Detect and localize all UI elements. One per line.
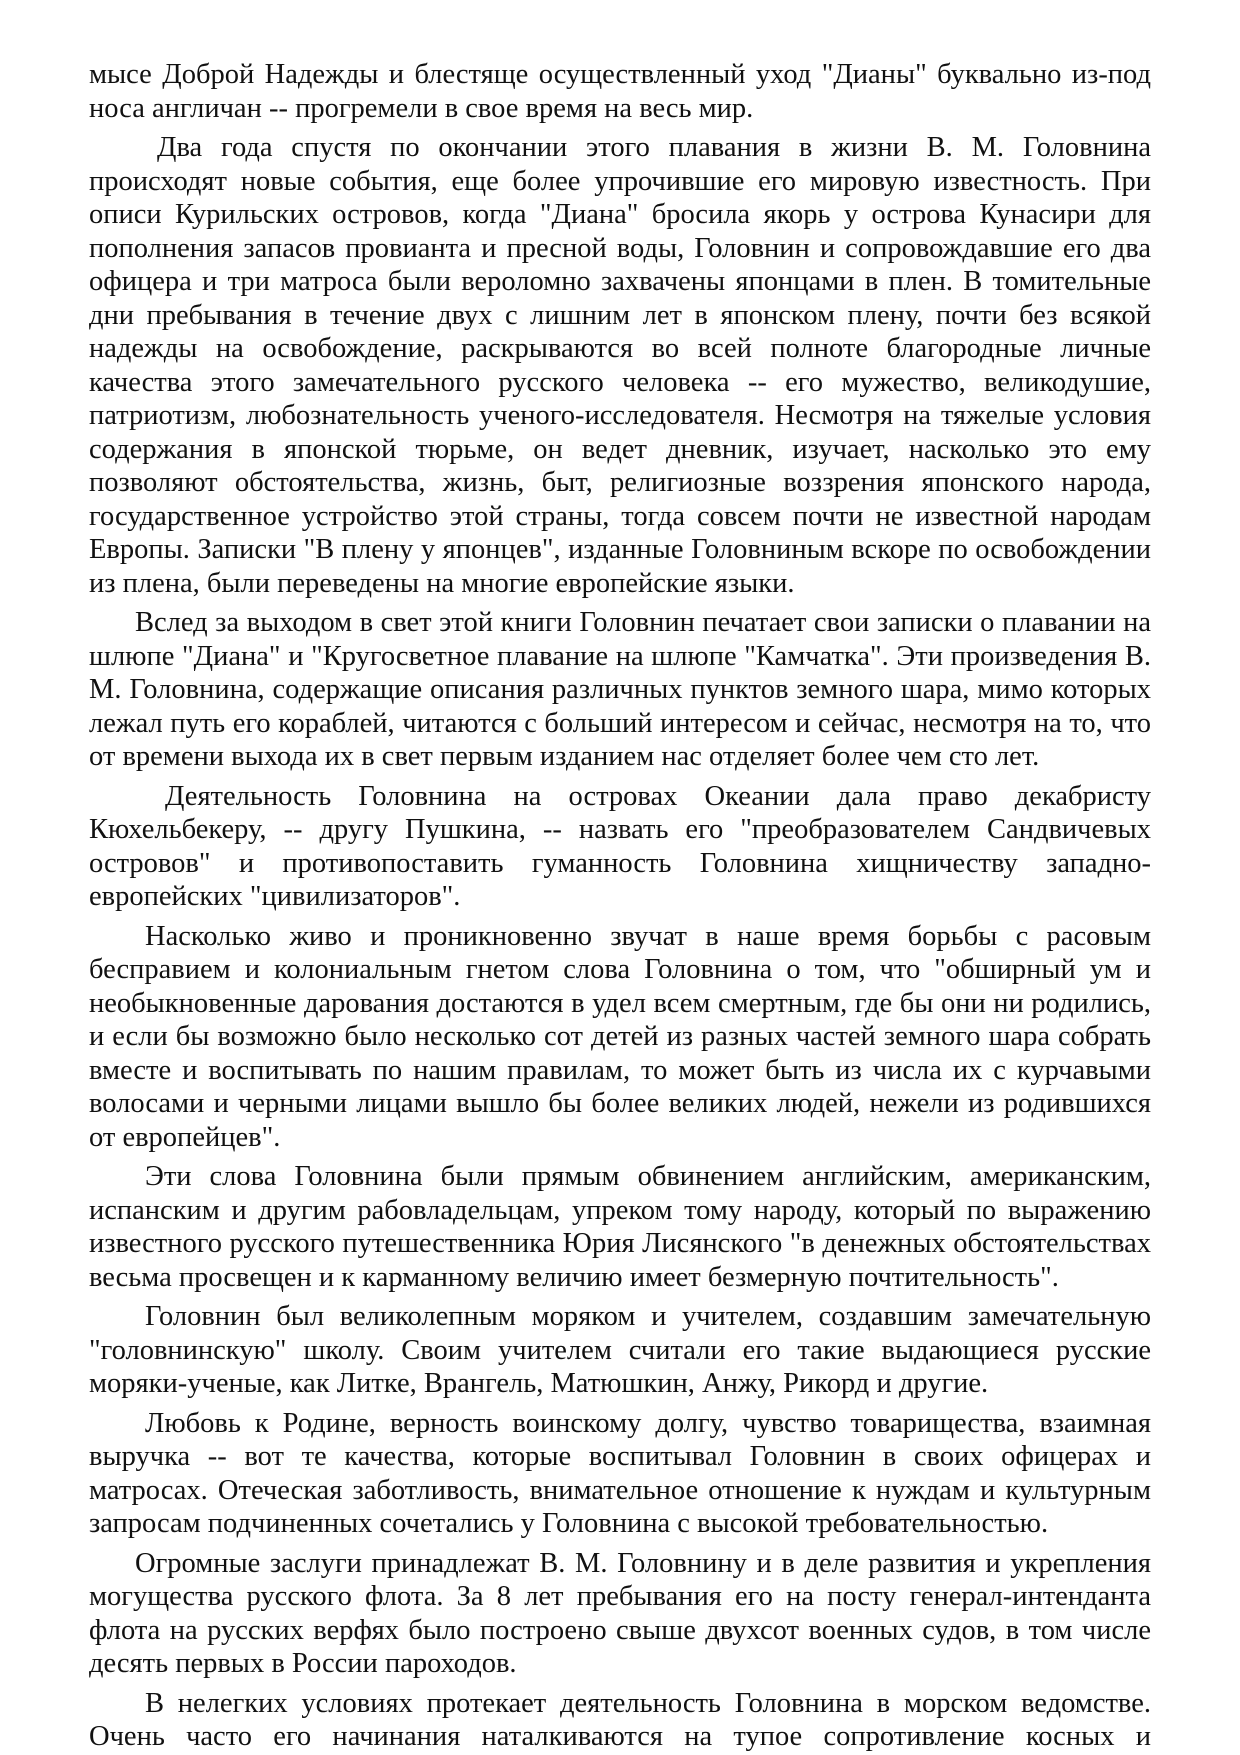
paragraph-oceania: Деятельность Головнина на островах Океании дала право декабристу Кюхельбекеру, -- другу Пушкина, -- назвать его "преобразователем Сандвичевых островов" и противопоставить гуманность Головнина хищничеству западно-европейских "цивилизаторов". bbox=[89, 780, 1151, 912]
paragraph-accusation: Эти слова Головнина были прямым обвинением английским, американским, испанским и другим рабовладельцам, упреком тому народу, который по выражению известного русского путешественника Юрия Лисянского "в денежных обстоятельствах весьма просвещен и к карманному величию имеет безмерную почтительность". bbox=[89, 1161, 1151, 1293]
paragraph-publications: Вслед за выходом в свет этой книги Головнин печатает свои записки о плавании на шлюпе "Диана" и "Кругосветное плавание на шлюпе "Камчатка". Эти произведения В. М. Головнина, содержащие описания различных пунктов земного шара, мимо которых лежал путь его кораблей, читаются с больший интересом и сейчас, несмотря на то, что от времени выхода их в свет первым изданием нас отделяет более чем сто лет. bbox=[89, 607, 1151, 772]
paragraph-fleet: Огромные заслуги принадлежат В. М. Головнину и в деле развития и укрепления могущества русского флота. За 8 лет пребывания его на посту генерал-интенданта флота на русских верфях было построено свыше двухсот военных судов, в том числе десять первых в России пароходов. bbox=[89, 1547, 1151, 1679]
paragraph-continuation: мысе Доброй Надежды и блестяще осуществленный уход "Дианы" буквально из-под носа англичан -- прогремели в свое время на весь мир. bbox=[89, 59, 1151, 124]
paragraph-captivity: Два года спустя по окончании этого плавания в жизни В. М. Головнина происходят новые события, еще более упрочившие его мировую известность. При описи Курильских островов, когда "Диана" бросила якорь у острова Кунасири для пополнения запасов провианта и пресной воды, Головнин и сопровождавшие его два офицера и три матроса были вероломно захвачены японцами в плен. В томительные дни пребывания в течение двух с лишним лет в японском плену, почти без всякой надежды на освобождение, раскрываются во всей полноте благородные личные качества этого замечательного русского человека -- его мужество, великодушие, патриотизм, любознательность ученого-исследователя. Несмотря на тяжелые условия содержания в японской тюрьме, он ведет дневник, изучает, насколько это ему позволяют обстоятельства, жизнь, быт, религиозные воззрения японского народа, государственное устройство этой страны, тогда совсем почти не известной народам Европы. Записки "В плену у японцев", изданные Головниным вскоре по освобождении из плена, были переведены на многие европейские языки. bbox=[89, 132, 1151, 599]
paragraph-qualities: Любовь к Родине, верность воинскому долгу, чувство товарищества, взаимная выручка -- вот те качества, которые воспитывал Головнин в своих офицерах и матросах. Отеческая заботливость, внимательное отношение к нуждам и культурным запросам подчиненных сочетались у Головнина с высокой требовательностью. bbox=[89, 1407, 1151, 1539]
paragraph-quote: Насколько живо и проникновенно звучат в наше время борьбы с расовым бесправием и колониальным гнетом слова Головнина о том, что "обширный ум и необыкновенные дарования достаются в удел всем смертным, где бы они ни родились, и если бы возможно было несколько сот детей из разных частей земного шара собрать вместе и воспитывать по нашим правилам, то может быть из числа их с курчавыми волосами и черными лицами вышло бы более великих людей, нежели из родившихся от европейцев". bbox=[89, 920, 1151, 1153]
paragraph-school: Головнин был великолепным моряком и учителем, создавшим замечательную "головнинскую" школу. Своим учителем считали его такие выдающиеся русские моряки-ученые, как Литке, Врангель, Матюшкин, Анжу, Рикорд и другие. bbox=[89, 1301, 1151, 1399]
document-page bbox=[89, 58, 1151, 1754]
paragraph-ministry: В нелегких условиях протекает деятельность Головнина в морском ведомстве. Очень часто его начинания наталкиваются на тупое сопротивление косных и bbox=[89, 1687, 1151, 1752]
